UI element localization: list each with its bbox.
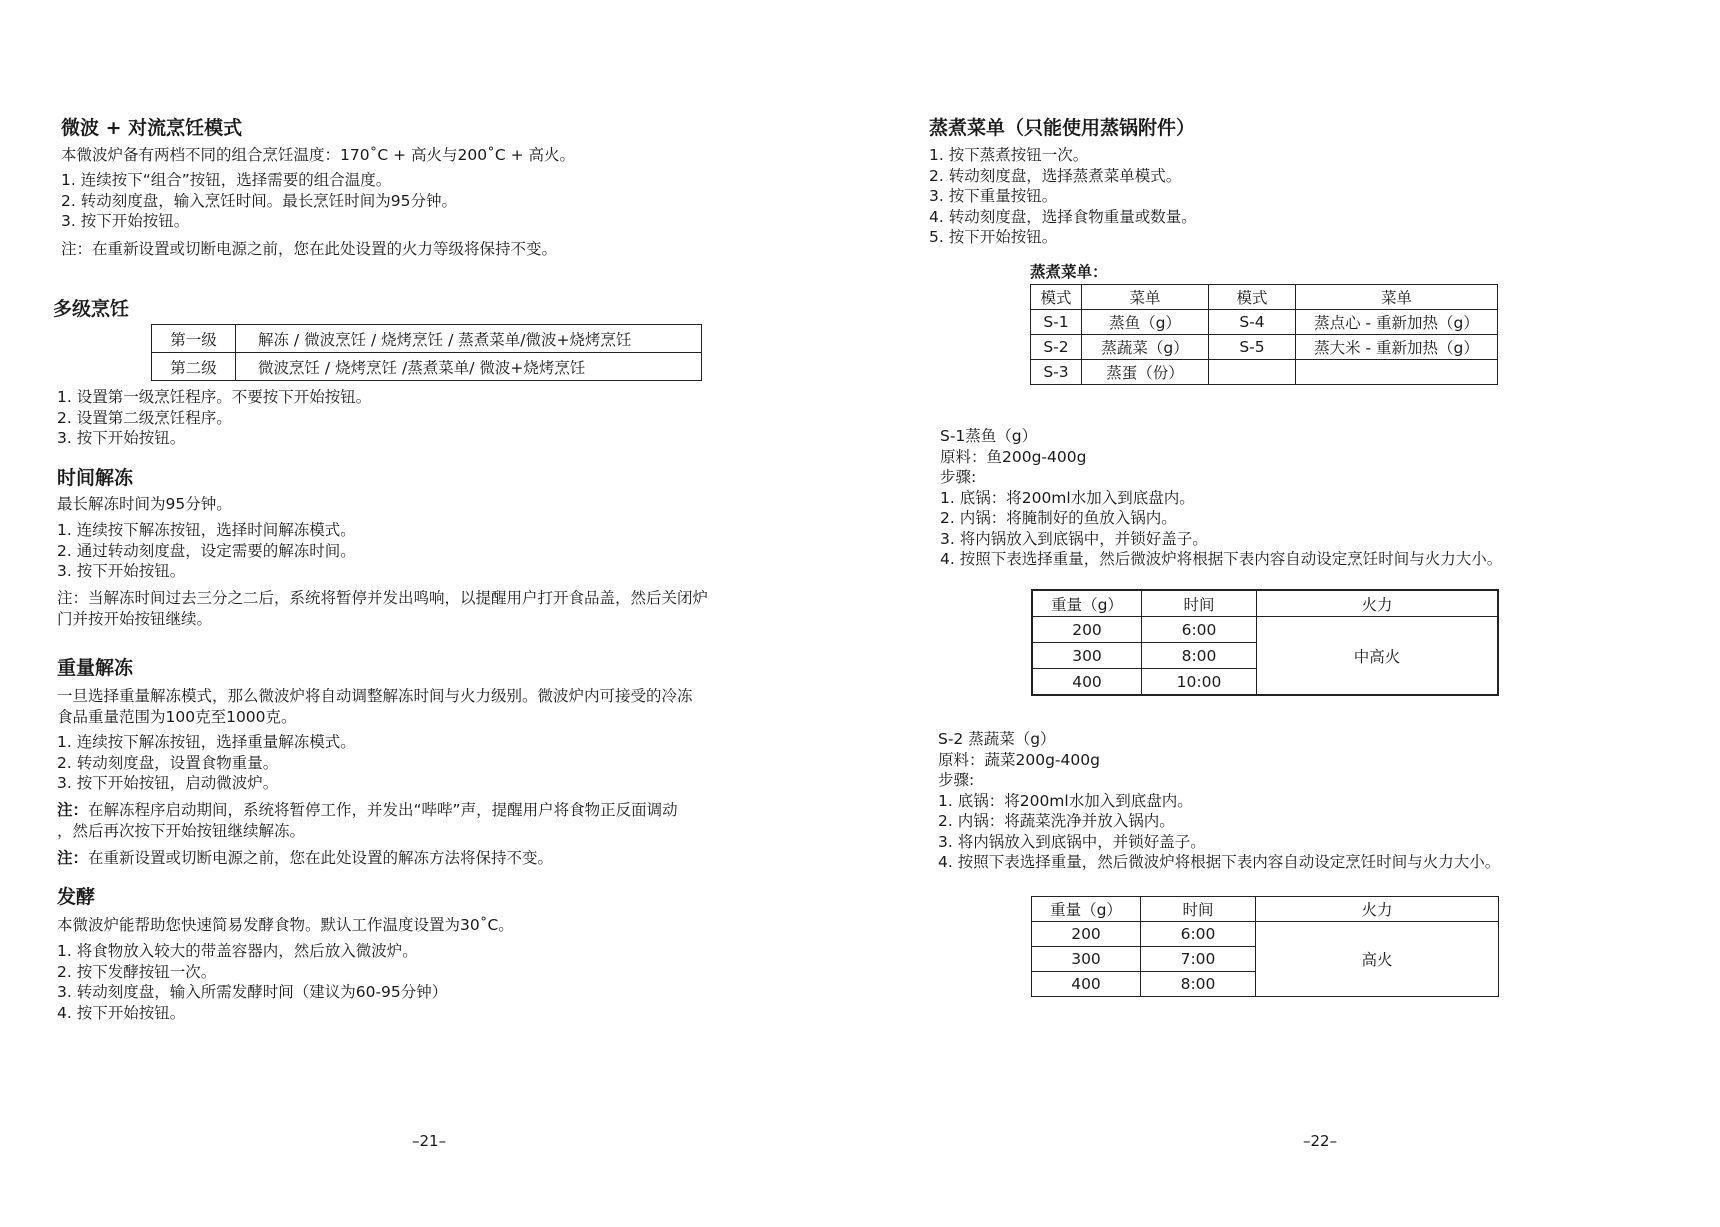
table-cell: 7:00 — [1141, 947, 1256, 972]
list-item: 1. 将食物放入较大的带盖容器内，然后放入微波炉。 — [57, 942, 418, 960]
note-line: ，然后再次按下开始按钮继续解冻。 — [57, 821, 306, 840]
multistage-table — [151, 324, 702, 381]
table-cell: 6:00 — [1141, 922, 1256, 947]
table-cell — [1209, 360, 1296, 385]
time-defrost-intro: 最长解冻时间为95分钟。 — [57, 495, 232, 513]
table-cell: 400 — [1032, 669, 1142, 696]
table-row — [1031, 335, 1498, 360]
steam-steps — [929, 145, 1197, 248]
ferment-intro: 本微波炉能帮助您快速简易发酵食物。默认工作温度设置为30˚C。 — [57, 916, 514, 934]
table-header-cell: 火力 — [1256, 897, 1499, 922]
steam-menu-table — [1030, 284, 1498, 385]
fish-title: S-1蒸鱼（g） — [940, 427, 1038, 445]
weight-defrost-steps — [57, 732, 356, 794]
list-item: 4. 按下开始按钮。 — [57, 1003, 186, 1022]
list-item: 3. 按下开始按钮。 — [57, 562, 186, 580]
veg-table — [1031, 896, 1499, 997]
list-item: 1. 底锅：将200ml水加入到底盘内。 — [940, 488, 1195, 507]
fish-section — [940, 426, 1502, 570]
veg-material: 原料：蔬菜200g-400g — [938, 750, 1100, 769]
time-defrost-note — [57, 588, 708, 629]
time-defrost-steps — [57, 520, 356, 582]
table-cell: 200 — [1032, 617, 1142, 643]
table-cell: 蒸蛋（份） — [1082, 360, 1209, 385]
list-item: 2. 转动刻度盘，输入烹饪时间。最长烹饪时间为95分钟。 — [61, 191, 457, 210]
fish-material: 原料：鱼200g-400g — [940, 447, 1087, 466]
list-item: 1. 底锅：将200ml水加入到底盘内。 — [938, 791, 1193, 810]
table-row — [1031, 285, 1498, 310]
table-header-cell: 时间 — [1142, 590, 1257, 617]
power-cell: 中高火 — [1257, 617, 1499, 696]
note-label: 注： — [57, 801, 89, 819]
list-item: 1. 设置第一级烹饪程序。不要按下开始按钮。 — [57, 388, 372, 406]
table-cell: 400 — [1032, 972, 1141, 997]
list-item: 5. 按下开始按钮。 — [929, 228, 1058, 246]
list-item: 2. 设置第二级烹饪程序。 — [57, 408, 232, 427]
page-number: –21– — [412, 1132, 447, 1150]
list-item: 4. 按照下表选择重量，然后微波炉将根据下表内容自动设定烹饪时间与火力大小。 — [938, 853, 1501, 871]
section-title-ferment: 发酵 — [57, 886, 96, 908]
list-item: 3. 按下开始按钮。 — [61, 212, 190, 230]
combo-note: 注：在重新设置或切断电源之前，您在此处设置的火力等级将保持不变。 — [61, 240, 558, 258]
list-item: 2. 内锅：将蔬菜洗净并放入锅内。 — [938, 812, 1175, 830]
table-cell: S-3 — [1031, 360, 1082, 385]
weight-defrost-note-2 — [57, 848, 553, 869]
table-cell: 蒸蔬菜（g） — [1082, 335, 1209, 360]
section-title-combo: 微波 + 对流烹饪模式 — [61, 117, 243, 139]
veg-title: S-2 蒸蔬菜（g） — [938, 730, 1056, 748]
table-cell: 蒸点心 - 重新加热（g） — [1296, 310, 1498, 335]
table-row — [1032, 897, 1499, 922]
veg-steps-label: 步骤: — [938, 771, 975, 789]
table-row — [1032, 617, 1498, 643]
combo-steps — [61, 170, 457, 232]
section-title-steam-menu: 蒸煮菜单（只能使用蒸锅附件） — [929, 117, 1196, 139]
ferment-steps — [57, 941, 447, 1023]
list-item: 2. 转动刻度盘，选择蒸煮菜单模式。 — [929, 166, 1182, 185]
list-item: 3. 将内锅放入到底锅中，并锁好盖子。 — [940, 529, 1208, 548]
table-cell: 蒸大米 - 重新加热（g） — [1296, 335, 1498, 360]
table-cell: 10:00 — [1142, 669, 1257, 696]
power-cell: 高火 — [1256, 922, 1499, 997]
table-header-cell: 重量（g） — [1032, 897, 1141, 922]
note-line — [57, 800, 678, 821]
table-header-cell: 模式 — [1031, 285, 1082, 310]
table-cell: 第二级 — [152, 353, 236, 381]
table-cell: 300 — [1032, 947, 1141, 972]
table-row — [1031, 360, 1498, 385]
fish-table — [1031, 589, 1499, 696]
list-item: 4. 转动刻度盘，选择食物重量或数量。 — [929, 207, 1197, 226]
list-item: 3. 将内锅放入到底锅中，并锁好盖子。 — [938, 832, 1206, 851]
table-row — [152, 325, 702, 353]
table-cell — [1296, 360, 1498, 385]
table-header-cell: 菜单 — [1082, 285, 1209, 310]
table-cell: 解冻 / 微波烹饪 / 烧烤烹饪 / 蒸煮菜单/微波+烧烤烹饪 — [236, 325, 702, 353]
intro-line: 一旦选择重量解冻模式，那么微波炉将自动调整解冻时间与火力级别。微波炉内可接受的冷冻 — [57, 687, 693, 705]
table-cell: 第一级 — [152, 325, 236, 353]
intro-line: 食品重量范围为100克至1000克。 — [57, 707, 297, 726]
list-item: 2. 转动刻度盘，设置食物重量。 — [57, 753, 279, 772]
list-item: 2. 通过转动刻度盘，设定需要的解冻时间。 — [57, 541, 356, 560]
section-title-weight-defrost: 重量解冻 — [57, 657, 134, 679]
list-item: 4. 按照下表选择重量，然后微波炉将根据下表内容自动设定烹饪时间与火力大小。 — [940, 550, 1503, 568]
table-header-cell: 重量（g） — [1032, 590, 1142, 617]
table-cell: 蒸鱼（g） — [1082, 310, 1209, 335]
table-row — [1032, 590, 1498, 617]
table-row — [1032, 922, 1499, 947]
list-item: 3. 按下开始按钮，启动微波炉。 — [57, 774, 279, 792]
table-cell: S-1 — [1031, 310, 1082, 335]
multistage-steps — [57, 387, 371, 449]
table-row — [152, 353, 702, 381]
list-item: 2. 内锅：将腌制好的鱼放入锅内。 — [940, 509, 1177, 527]
veg-section — [938, 729, 1500, 873]
table-cell: 8:00 — [1142, 643, 1257, 669]
table-cell: S-5 — [1209, 335, 1296, 360]
table-cell: 微波烹饪 / 烧烤烹饪 /蒸煮菜单/ 微波+烧烤烹饪 — [236, 353, 702, 381]
table-header-cell: 时间 — [1141, 897, 1256, 922]
table-cell: S-2 — [1031, 335, 1082, 360]
table-cell: 6:00 — [1142, 617, 1257, 643]
note-text: 在重新设置或切断电源之前，您在此处设置的解冻方法将保持不变。 — [88, 849, 554, 867]
note-line: 门并按开始按钮继续。 — [57, 609, 213, 628]
section-title-multistage: 多级烹饪 — [53, 298, 130, 320]
section-title-time-defrost: 时间解冻 — [57, 467, 134, 489]
list-item: 1. 连续按下解冻按钮，选择时间解冻模式。 — [57, 521, 356, 539]
table-header-cell: 火力 — [1257, 590, 1499, 617]
fish-steps-label: 步骤: — [940, 468, 977, 486]
weight-defrost-note-1 — [57, 800, 678, 841]
list-item: 1. 连续按下解冻按钮，选择重量解冻模式。 — [57, 733, 356, 751]
steam-menu-label: 蒸煮菜单： — [1030, 263, 1108, 281]
list-item: 3. 按下重量按钮。 — [929, 187, 1058, 205]
list-item: 3. 按下开始按钮。 — [57, 429, 186, 447]
table-cell: 8:00 — [1141, 972, 1256, 997]
list-item: 1. 连续按下“组合”按钮，选择需要的组合温度。 — [61, 171, 392, 189]
table-row — [1031, 310, 1498, 335]
table-cell: S-4 — [1209, 310, 1296, 335]
note-text: 在解冻程序启动期间，系统将暂停工作，并发出“哔哔”声，提醒用户将食物正反面调动 — [88, 801, 678, 819]
note-line: 注：当解冻时间过去三分之二后，系统将暂停并发出鸣响，以提醒用户打开食品盖，然后关闭炉 — [57, 589, 709, 607]
table-cell: 300 — [1032, 643, 1142, 669]
table-header-cell: 模式 — [1209, 285, 1296, 310]
combo-intro: 本微波炉备有两档不同的组合烹饪温度：170˚C + 高火与200˚C + 高火。 — [61, 146, 575, 164]
weight-defrost-intro — [57, 686, 693, 727]
table-header-cell: 菜单 — [1296, 285, 1498, 310]
right-page — [860, 0, 1720, 1227]
list-item: 1. 按下蒸煮按钮一次。 — [929, 146, 1089, 164]
note-label: 注： — [57, 849, 89, 867]
page-number: –22– — [1303, 1132, 1338, 1150]
list-item: 3. 转动刻度盘，输入所需发酵时间（建议为60-95分钟） — [57, 983, 448, 1001]
list-item: 2. 按下发酵按钮一次。 — [57, 962, 217, 981]
table-cell: 200 — [1032, 922, 1141, 947]
